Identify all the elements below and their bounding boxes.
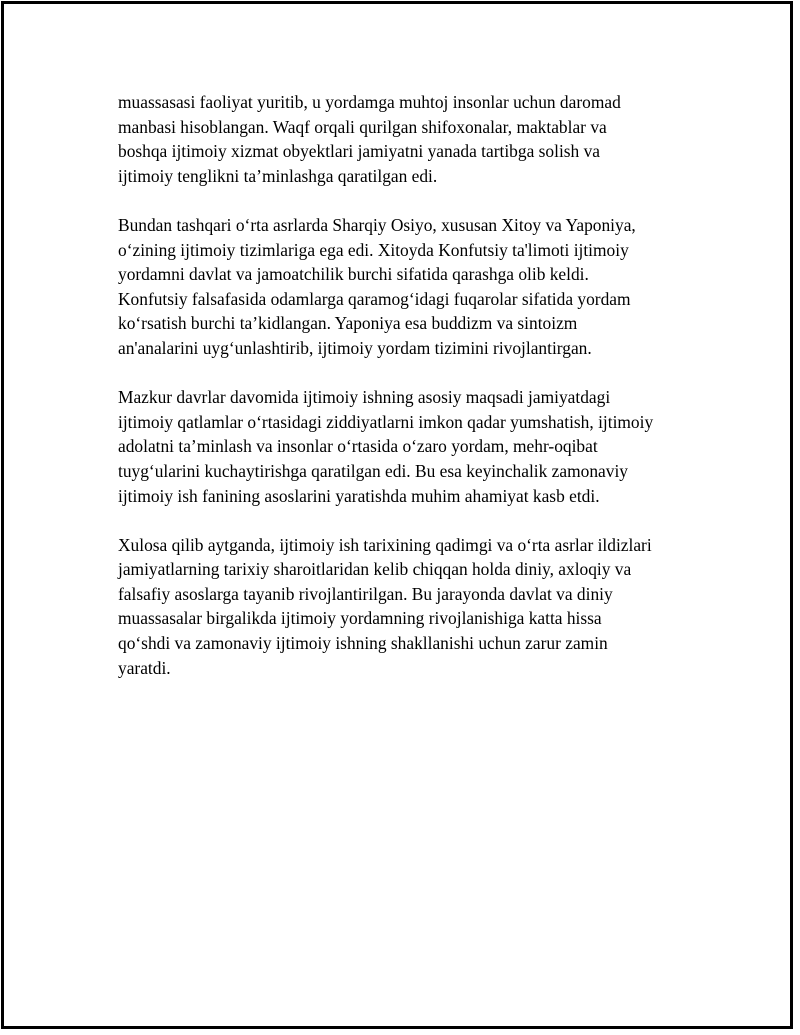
paragraph [118,213,688,361]
paragraph-line: Konfutsiy falsafasida odamlarga qaramog‘idagi fuqarolar sifatida yordam [118,288,631,309]
paragraph-line: yaratdi. [118,657,171,678]
paragraph-line: an'analarini uyg‘unlashtirib, ijtimoiy yordam tizimini rivojlantirgan. [118,337,592,358]
paragraph-line: muassasalar birgalikda ijtimoiy yordamning rivojlanishiga katta hissa [118,608,602,629]
paragraph-line: muassasasi faoliyat yuritib, u yordamga muhtoj insonlar uchun daromad [118,92,621,112]
paragraph-line: manbasi hisoblangan. Waqf orqali qurilgan shifoxonalar, maktablar va [118,116,607,137]
paragraph [118,533,688,681]
paragraph-line: Bundan tashqari o‘rta asrlarda Sharqiy Osiyo, xususan Xitoy va Yaponiya, [118,214,636,235]
paragraph-line: adolatni ta’minlash va insonlar o‘rtasida o‘zaro yordam, mehr-oqibat [118,436,598,457]
paragraph-line: qo‘shdi va zamonaviy ijtimoiy ishning shakllanishi uchun zarur zamin [118,633,608,654]
paragraph-line: jamiyatlarning tarixiy sharoitlaridan kelib chiqqan holda diniy, axloqiy va [118,559,632,580]
paragraph-line: boshqa ijtimoiy xizmat obyektlari jamiyatni yanada tartibga solish va [118,141,600,162]
paragraph [118,385,688,508]
paragraph-line: Xulosa qilib aytganda, ijtimoiy ish tarixining qadimgi va o‘rta asrlar ildizlari [118,534,652,555]
paragraph [118,90,688,188]
paragraph-line: Mazkur davrlar davomida ijtimoiy ishning asosiy maqsadi jamiyatdagi [118,387,611,408]
paragraph-line: yordamni davlat va jamoatchilik burchi sifatida qarashga olib keldi. [118,264,589,285]
paragraph-line: ijtimoiy ish fanining asoslarini yaratishda muhim ahamiyat kasb etdi. [118,485,600,506]
paragraph-line: ijtimoiy qatlamlar o‘rtasidagi ziddiyatlarni imkon qadar yumshatish, ijtimoiy [118,411,654,432]
paragraph-line: falsafiy asoslarga tayanib rivojlantirilgan. Bu jarayonda davlat va diniy [118,583,613,604]
paragraph-line: tuyg‘ularini kuchaytirishga qaratilgan edi. Bu esa keyinchalik zamonaviy [118,460,628,481]
document-body [118,90,688,705]
paragraph-line: ko‘rsatish burchi ta’kidlangan. Yaponiya esa buddizm va sintoizm [118,313,578,334]
paragraph-line: ijtimoiy tenglikni ta’minlashga qaratilgan edi. [118,165,438,186]
paragraph-line: o‘zining ijtimoiy tizimlariga ega edi. Xitoyda Konfutsiy ta'limoti ijtimoiy [118,239,629,260]
